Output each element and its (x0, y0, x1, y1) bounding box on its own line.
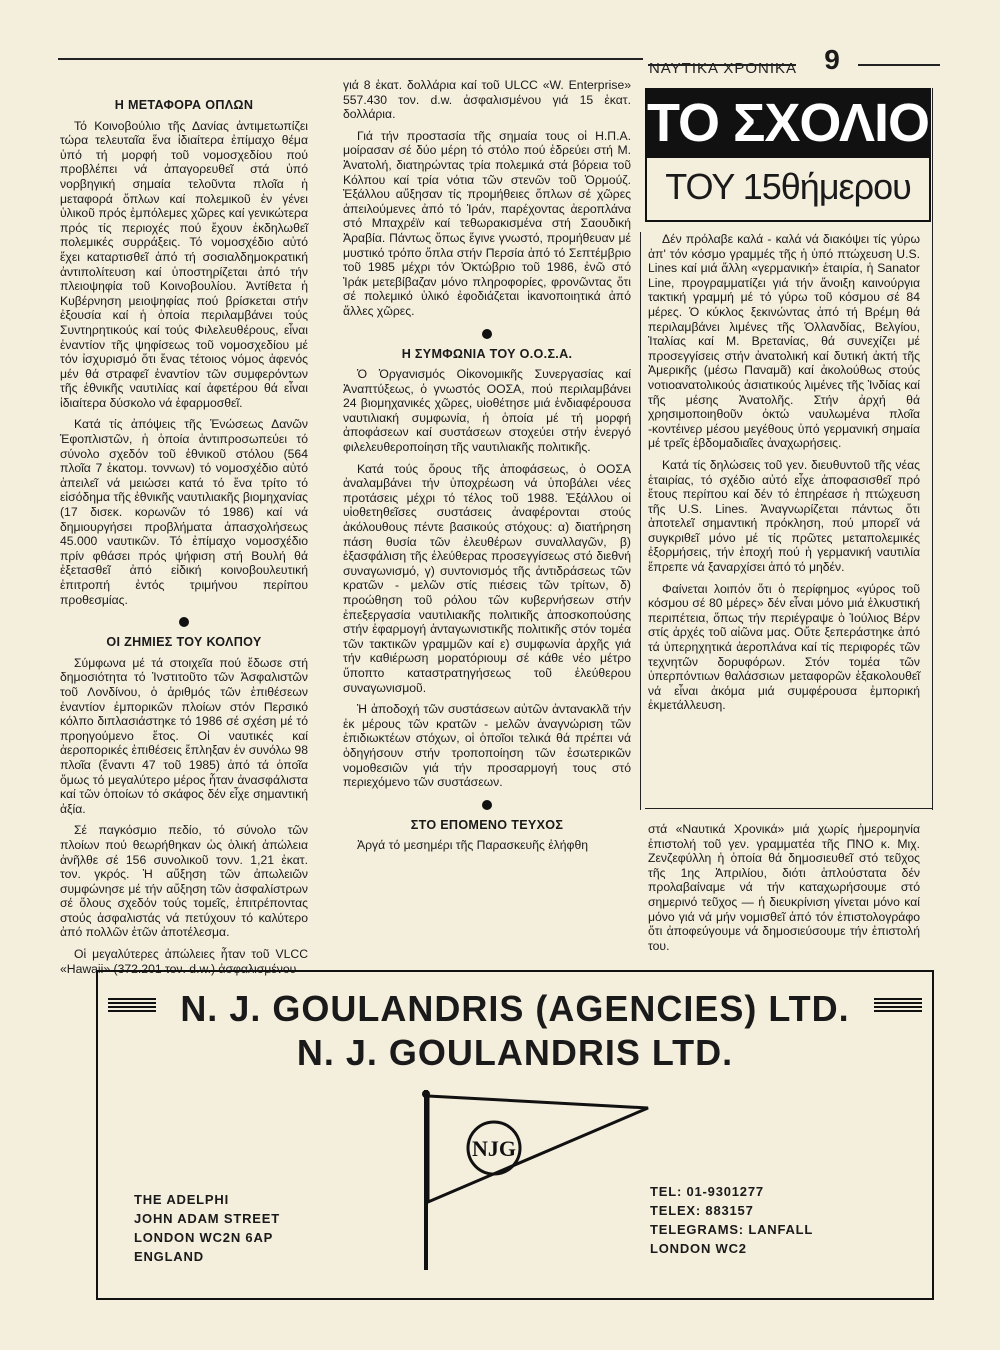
editorial-border (932, 88, 933, 810)
page-number: 9 (824, 44, 840, 75)
address-block (134, 1190, 280, 1266)
paragraph: Φαίνεται λοιπόν ὅτι ὁ περίφημος «γύρος τοῦ κόσμου σέ 80 μέρες» δέν εἶναι μόνο μιά ἑλκυστική περιπέτεια, ὅπως τήν περιέγραψε ὁ Ἰούλιος Βέρν στίς ἀρχές τοῦ αἰῶνα μας. Οὔτε ξεπεράστηκε ἀπό τά ὑπερηχητικά ἀεροπλάνα καί τίς περιφορές τῶν τεχνητῶν δορυφόρων. Στόν τομέα τῶν ὑπερπόντιων θαλάσσιων μεταφορῶν ἐξακολουθεῖ νά εἶναι ἀκόμα μιά συμφέρουσα ἐμπορική ἐκμετάλλευση. (648, 581, 920, 713)
paragraph: Δέν πρόλαβε καλά - καλά νά διακόψει τίς γύρω ἀπ' τόν κόσμο γραμμές τῆς ἡ ὑπό πτώχευση U.S. Lines καί μιά ἄλλη «γερμανική» ἑταιρία, ἡ Sanator Line, προγραμματίζει γιά τήν ἄνοιξη καινούργια τακτική γραμμή μέ τό γύρω τοῦ κόσμου σέ 84 μέρες. Ὁ κύκλος ξεκινώντας ἀπό τή Βρέμη θά περιλαμβάνει λιμένες τῆς Ὁλλανδίας, Βελγίου, Ἰταλίας καί Μ. Βρετανίας, θά συνεχίζει μέ προσεγγίσεις στήν ἀνατολική καί δυτική ἀκτή τῆς Ἀμερικῆς (μέσω Παναμᾶ) καί ἀκολούθως στούς νοτιοανατολικούς ἀσιατικούς λιμένες τῆς Ἰνδίας καί τῆς μέσης Ἀνατολῆς. Στήν ἀρχή θά χρησιμοποιηθοῦν ὀκτώ ναυλωμένα πλοῖα -κοντέινερ μέσου μεγέθους ὑπό γερμανική σημαία μέ τρεῖς ἑβδομαδιαῖες ἀναχωρήσεις. (648, 232, 920, 451)
section-title: ΣΤΟ ΕΠΟΜΕΝΟ ΤΕΥΧΟΣ (410, 817, 564, 832)
paragraph: Ὁ Ὀργανισμός Οἰκονομικῆς Συνεργασίας καί Ἀναπτύξεως, ὁ γνωστός ΟΟΣΑ, πού περιλαμβάνει 24 βιομηχανικές χῶρες, υἱοθέτησε μιά ἐνδιαφέρουσα ναυτιλιακή συμφωνία, ἡ ὁποία μέ τή μορφή ἀποφάσεων καί συστάσεων στοχεύει στήν ἐνεργό φιλελευθεροποίηση τῆς ναυτιλιακῆς πολιτικῆς. (343, 367, 631, 455)
paragraph: Ἡ ἀποδοχή τῶν συστάσεων αὐτῶν ἀντανακλᾶ τήν ἐκ μέρους τῶν κρατῶν - μελῶν ἀναγνώριση τῶν ἐπιδιωκτέων στόχων, οἱ ὁποῖοι τελικά θά πρέπει νά ὁδηγήσουν στήν τροποποίηση τῶν ἐσωτερικῶν νομοθεσιῶν γιά τήν προσαρμογή τους στό περιεχόμενο τῶν συστάσεων. (343, 702, 631, 790)
contact-line: TELEX: 883157 (650, 1203, 754, 1218)
editorial-title: ΤΟ ΣΧΟΛΙΟ (645, 88, 931, 156)
advertisement (96, 970, 934, 1300)
editorial-subtitle: ΤΟΥ 15θήμερου (645, 156, 931, 222)
contact-block (650, 1182, 813, 1258)
company-name: N. J. GOULANDRIS LTD. (296, 1032, 734, 1073)
logo-letters: NJG (472, 1136, 516, 1161)
continued-column (648, 822, 920, 960)
bullet-separator (482, 800, 492, 810)
contact-line: TELEGRAMS: LANFALL (650, 1222, 814, 1237)
section-title: Η ΜΕΤΑΦΟΡΑ ΟΠΛΩΝ (114, 98, 254, 112)
contact-line: TEL: 01-9301277 (650, 1184, 764, 1199)
paragraph: στά «Ναυτικά Χρονικά» μιά χωρίς ἡμερομηνία ἐπιστολή τοῦ γεν. γραμματέα τῆς ΠΝΟ κ. Μιχ. Ζενζεφύλλη ἡ ὁποία θά δημοσιευθεῖ στό τεῦχος τῆς 1ης Ἀπριλίου, διότι ἁπλούστατα δέν προλαβαίναμε νά τήν καταχωρήσουμε στό σημερινό τεῦχος — ἡ διευκρίνιση γίνεται μόνο καί μόνο γιά νά μήν νομισθεῖ ἀπό τόν ἐπιστολογράφο ὅτι ἀποφεύγουμε νά δημοσιεύσουμε τήν ἐπιστολή του. (648, 822, 920, 953)
section-title: ΟΙ ΖΗΜΙΕΣ ΤΟΥ ΚΟΛΠΟΥ (106, 635, 262, 650)
paragraph: Οἱ μεγαλύτερες ἀπώλειες ἦταν τοῦ VLCC «Hawaii» (372.201 τον. d.w.) ἀσφαλισμένου (60, 947, 308, 976)
bullet-separator (179, 617, 189, 627)
editorial-heading-box (645, 88, 931, 226)
editorial-border (645, 808, 933, 809)
column-middle (343, 78, 631, 860)
company-name: N. J. GOULANDRIS (AGENCIES) LTD. (180, 988, 850, 1029)
paragraph: Κατά τούς ὅρους τῆς ἀποφάσεως, ὁ ΟΟΣΑ ἀναλαμβάνει τήν ὑποχρέωση νά ὑποβάλει νέες προτάσεις μέχρι τό τέλος τοῦ 1988. Ἐξάλλου οἱ υἱοθετηθεῖσες συστάσεις ἀναφέρονται στούς ἀκόλουθους πέντε βασικούς στόχους: α) διατήρηση πάση θυσία τῶν ἐλευθέρων συναλλαγῶν, β) ἐξασφάλιση τῆς ἐλεύθερας προσεγγίσεως στό διεθνή συναγωνισμό, γ) συντονισμός τῆς ἀντιδράσεως τῶν κρατῶν - μελῶν στίς πιέσεις τῶν τρίτων, δ) προώθηση τοῦ ρόλου τῶν κυβερνήσεων στήν ἐπεξεργασία ναυτιλιακῆς πολιτικῆς ἀποσκοπούσης στήν ἐφαρμογή ἀνταγωνιστικῆς πολιτικῆς στόν τομέα τῶν τακτικῶν γραμμῶν καί ε) συμφωνία ἀρχῆς γιά τήν καθιέρωση μορατόριουμ σέ κάθε νέο μέτρο ὕποπτο καταστρατηγήσεως τοῦ ἐλεύθερου συναγωνισμοῦ. (343, 461, 631, 695)
paragraph: Τό Κοινοβούλιο τῆς Δανίας ἀντιμετωπίζει τώρα τελευταῖα ἕνα ἰδιαίτερα ἐπίμαχο θέμα ὑπό τή μορφή τοῦ νομοσχεδίου πού προβλέπει νά ἀπαγορευθεῖ στά ὑπό νορβηγική σημαία τελοῦντα πλοῖα ἡ μεταφορά ὅπλων καί πολεμικοῦ ἐν γένει ὑλικοῦ πρός ἐμπόλεμες χῶρες καί γενικώτερα πρός τίς περιοχές πού ἔχουν ἐκδηλωθεῖ πολεμικές συρράξεις. Τό νομοσχέδιο αὐτό ἔχει καταρτισθεῖ ἀπό τή σοσιαλδημοκρατική ἀντιπολίτευση καί ὑποστηρίζεται ἀπό τήν πλειοψηφία τοῦ Κοινοβουλίου. Ἀντίθετα ἡ Κυβέρνηση μειοψηφίας πού βρίσκεται στήν ἐξουσία καί ἡ ὁποία περιλαμβάνει τούς Συντηρητικούς καί τούς Φιλελευθέρους, εἶναι ἐναντίον τῆς ψηφίσεως τοῦ νομοσχεδίου μέ τόν ἰσχυρισμό ὅτι ἕνας τέτοιος νόμος ἀφενός μέν θά στραφεῖ ἐναντίον τῶν συμφερόντων τῆς ἐθνικῆς ναυτιλίας καί ἀφετέρου θά εἶναι ἰδιαίτερα δύσκολο νά ἐφαρμοσθεῖ. (60, 118, 308, 410)
address-line: JOHN ADAM STREET (134, 1211, 280, 1226)
paragraph: Γιά τήν προστασία τῆς σημαία τους οἱ Η.Π.Α. μοίρασαν σέ δύο μέρη τό στόλο πού ἑδρεύει στή Μ. Ἀνατολή, διατηρώντας τρία πολεμικά στά βόρεια τοῦ Κόλπου καί τρία νότια τῶν στενῶν τοῦ Ὁρμούζ. Ἐξάλλου αὔξησαν τίς προμήθειες ὅπλων σέ χῶρες ἀπειλούμενες ἀπό τό Ἰράν, παρέχοντας ἀεροπλάνα στό Μπαχρέϊν καί τεθωρακισμένα στή Σαουδική Ἀραβία. Πάντως ὅπως ἔγινε γνωστό, προμήθευαν μέ μυστικό τρόπο ὅπλα στήν Περσία ἀπό τό Σεπτέμβριο τοῦ 1985 μέχρι τόν Ὀκτώβριο τοῦ 1986, ἐνῶ στό Ἰράκ μετεβίβαζαν μόνο πληροφορίες, φρονῶντας ὅτι σέ πολεμικό ὑλικό ἐφοδιάζεται ἱκανοποιητικά ἀπό ἄλλες χῶρες. (343, 128, 631, 318)
paragraph: Κατά τίς δηλώσεις τοῦ γεν. διευθυντοῦ τῆς νέας ἑταιρίας, τό σχέδιο αὐτό εἶχε ἀποφασισθεῖ πρό ἔτους περίπου καί δέν τό ἐπηρέασε ἡ πτώχευση τῆς U.S. Lines. Ἀναγνωρίζεται πάντως ὅτι ἀποτελεῖ σημαντική πρόκληση, πού μπορεῖ νά συγκριθεῖ μόνο μέ τίς πρῶτες μεταπολεμικές ἐξορμήσεις, τήν ἐποχή πού ἡ γερμανική ναυτιλία ἔπρεπε νά ξαναρχίσει ἀπό τό μηδέν. (648, 457, 920, 575)
pennant-logo-icon (416, 1090, 656, 1270)
editorial-border (640, 232, 641, 810)
paragraph: γιά 8 ἑκατ. δολλάρια καί τοῦ ULCC «W. Enterprise» 557.430 τον. d.w. ἀσφαλισμένου γιά 15 ἑκατ. δολλάρια. (343, 78, 631, 122)
address-line: THE ADELPHI (134, 1192, 229, 1207)
section-title: Η ΣΥΜΦΩΝΙΑ ΤΟΥ Ο.Ο.Σ.Α. (401, 346, 573, 361)
column-left (60, 92, 308, 983)
address-line: ENGLAND (134, 1249, 204, 1264)
paragraph: Σέ παγκόσμιο πεδίο, τό σύνολο τῶν πλοίων πού θεωρήθηκαν ὡς ὁλική ἀπώλεια ἀνῆλθε σέ 156 συνολικοῦ τονν. 1,21 ἑκατ. τον. γκρός. Ἡ αὔξηση τῶν ἀπωλειῶν συμφώνησε μέ τήν αὔξηση τῶν ἀσφαλίστρων σέ ὅλους σχεδόν τούς τομεῖς, ἐπιτρέποντας στούς ἀσφαλιστάς νά πετύχουν τό καλύτερο ἀπό πολλῶν ἐτῶν ἀποτέλεσμα. (60, 823, 308, 940)
address-line: LONDON WC2N 6AP (134, 1230, 274, 1245)
paragraph: Κατά τίς ἀπόψεις τῆς Ἑνώσεως Δανῶν Ἐφοπλιστῶν, ἡ ὁποία ἀντιπροσωπεύει τό σύνολο σχεδόν τοῦ ἐθνικοῦ στόλου (564 πλοῖα 7 ἑκατομ. τοννων) τό νομοσχέδιο αὐτό ἀπειλεῖ νά μειώσει κατά τό ἕνα τρίτο τό εἰσόδημα τῆς ἐθνικῆς ναυτιλιακῆς βιομηχανίας (17 δισεκ. κορωνῶν τό 1986) καί νά δημιουργήσει προβλήματα ἀπασχολήσεως 45.000 ναυτικῶν. Τό ἐπίμαχο νομοσχέδιο πρίν φθάσει πρός ψήφιση στή Βουλή θά ἐξετασθεῖ ἀπό εἰδική κοινοβουλευτική ἐπιτροπή ἐντός τριμήνου περίπου προθεσμίας. (60, 417, 308, 607)
paragraph: Σύμφωνα μέ τά στοιχεῖα πού ἔδωσε στή δημοσιότητα τό Ἰνστιτοῦτο τῶν Ἀσφαλιστῶν τοῦ Λονδίνου, ὁ ἀριθμός τῶν ἐπιθέσεων ἐναντίον ἐμπορικῶν πλοίων στόν Περσικό κόλπο διπλασιάστηκε τό 1986 σέ σχέση μέ τό προηγούμενο ἔτος. Οἱ ναυτικές καί ἀεροπορικές ἐπιθέσεις ἔπληξαν ἐν συνόλω 98 πλοῖα (ἔναντι 47 τοῦ 1985) ἀπό τά ὁποῖα ὅμως τό μεγαλύτερο μέρος ἦταν ἀνασφάλιστα καί τῶν ὁποίων τό σκάφος δέν εἶχε σημαντική ἀξία. (60, 655, 308, 816)
publication-title: ΝΑΥΤΙΚΑ ΧΡΟΝΙΚΑ (648, 60, 798, 77)
header-rule (58, 58, 643, 60)
editorial-column (648, 232, 920, 720)
contact-line: LONDON WC2 (650, 1241, 747, 1256)
header-rule (858, 64, 940, 66)
bullet-separator (482, 329, 492, 339)
paragraph: Ἀργά τό μεσημέρι τῆς Παρασκευῆς ἐλήφθη (357, 838, 588, 853)
